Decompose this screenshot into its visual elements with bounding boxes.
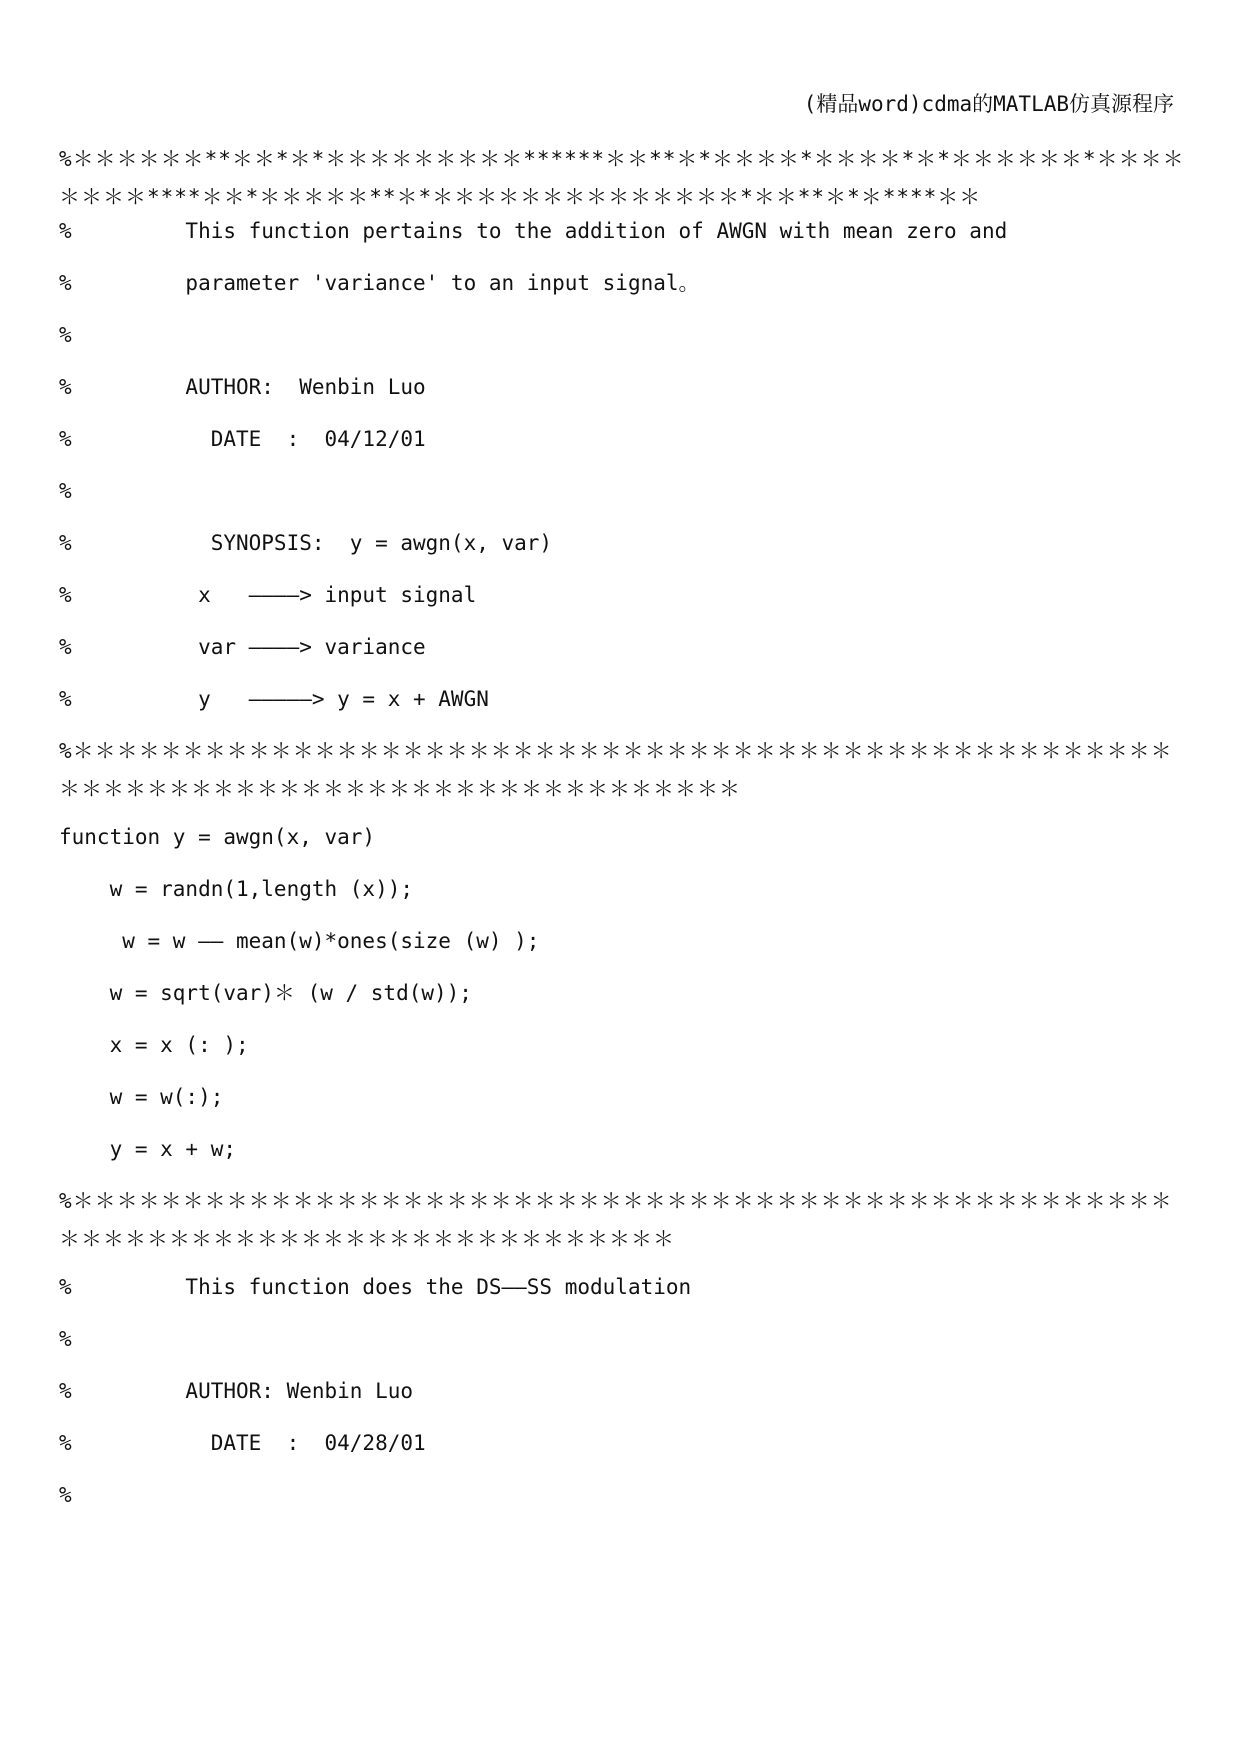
code-line: w = sqrt(var)＊ (w / std(w)); bbox=[59, 981, 472, 1005]
comment-line: % parameter 'variance' to an input signal。 bbox=[59, 271, 700, 295]
code-line: w = w —— mean(w)*ones(size (w) ); bbox=[59, 929, 540, 953]
comment-line: % y —————> y = x + AWGN bbox=[59, 687, 489, 711]
code-line: function y = awgn(x, var) bbox=[59, 825, 376, 849]
comment-line: % DATE : 04/12/01 bbox=[59, 427, 426, 451]
comment-line: % x ————> input signal bbox=[59, 583, 477, 607]
comment-line: % bbox=[59, 1483, 72, 1507]
comment-line: % This function does the DS——SS modulation bbox=[59, 1275, 692, 1299]
page-header-title: (精品word)cdma的MATLAB仿真源程序 bbox=[803, 92, 1174, 116]
code-line: w = randn(1,length (x)); bbox=[59, 877, 414, 901]
code-line: w = w(:); bbox=[59, 1085, 224, 1109]
comment-separator: %＊＊＊＊＊＊＊＊＊＊＊＊＊＊＊＊＊＊＊＊＊＊＊＊＊＊＊＊＊＊＊＊＊＊＊＊＊＊＊＊＊＊＊＊＊＊＊＊＊＊＊＊＊＊＊＊＊＊＊＊＊＊＊＊＊＊＊＊＊＊＊＊＊＊＊＊＊＊ bbox=[59, 1189, 1173, 1251]
comment-line: % bbox=[59, 1327, 72, 1351]
comment-line: % This function pertains to the addition of AWGN with mean zero and bbox=[59, 219, 1008, 243]
comment-line: % AUTHOR: Wenbin Luo bbox=[59, 1379, 414, 1403]
comment-line: % AUTHOR: Wenbin Luo bbox=[59, 375, 426, 399]
comment-line: % DATE : 04/28/01 bbox=[59, 1431, 426, 1455]
comment-line: % bbox=[59, 479, 72, 503]
comment-line: % bbox=[59, 323, 72, 347]
code-line: x = x (: ); bbox=[59, 1033, 249, 1057]
comment-line: % SYNOPSIS: y = awgn(x, var) bbox=[59, 531, 553, 555]
comment-separator: %＊＊＊＊＊＊**＊＊*＊*＊＊＊＊＊＊＊＊＊******＊＊**＊*＊＊＊＊*＊＊＊＊*＊*＊＊＊＊＊＊*＊＊＊＊＊＊＊＊****＊＊*＊＊＊＊＊**＊*＊＊＊＊＊＊＊＊＊＊＊＊＊＊*＊＊**＊*＊****＊＊ bbox=[59, 147, 1185, 209]
comment-line: % var ————> variance bbox=[59, 635, 426, 659]
code-line: y = x + w; bbox=[59, 1137, 237, 1161]
comment-separator: %＊＊＊＊＊＊＊＊＊＊＊＊＊＊＊＊＊＊＊＊＊＊＊＊＊＊＊＊＊＊＊＊＊＊＊＊＊＊＊＊＊＊＊＊＊＊＊＊＊＊＊＊＊＊＊＊＊＊＊＊＊＊＊＊＊＊＊＊＊＊＊＊＊＊＊＊＊＊＊＊＊ bbox=[59, 739, 1173, 801]
